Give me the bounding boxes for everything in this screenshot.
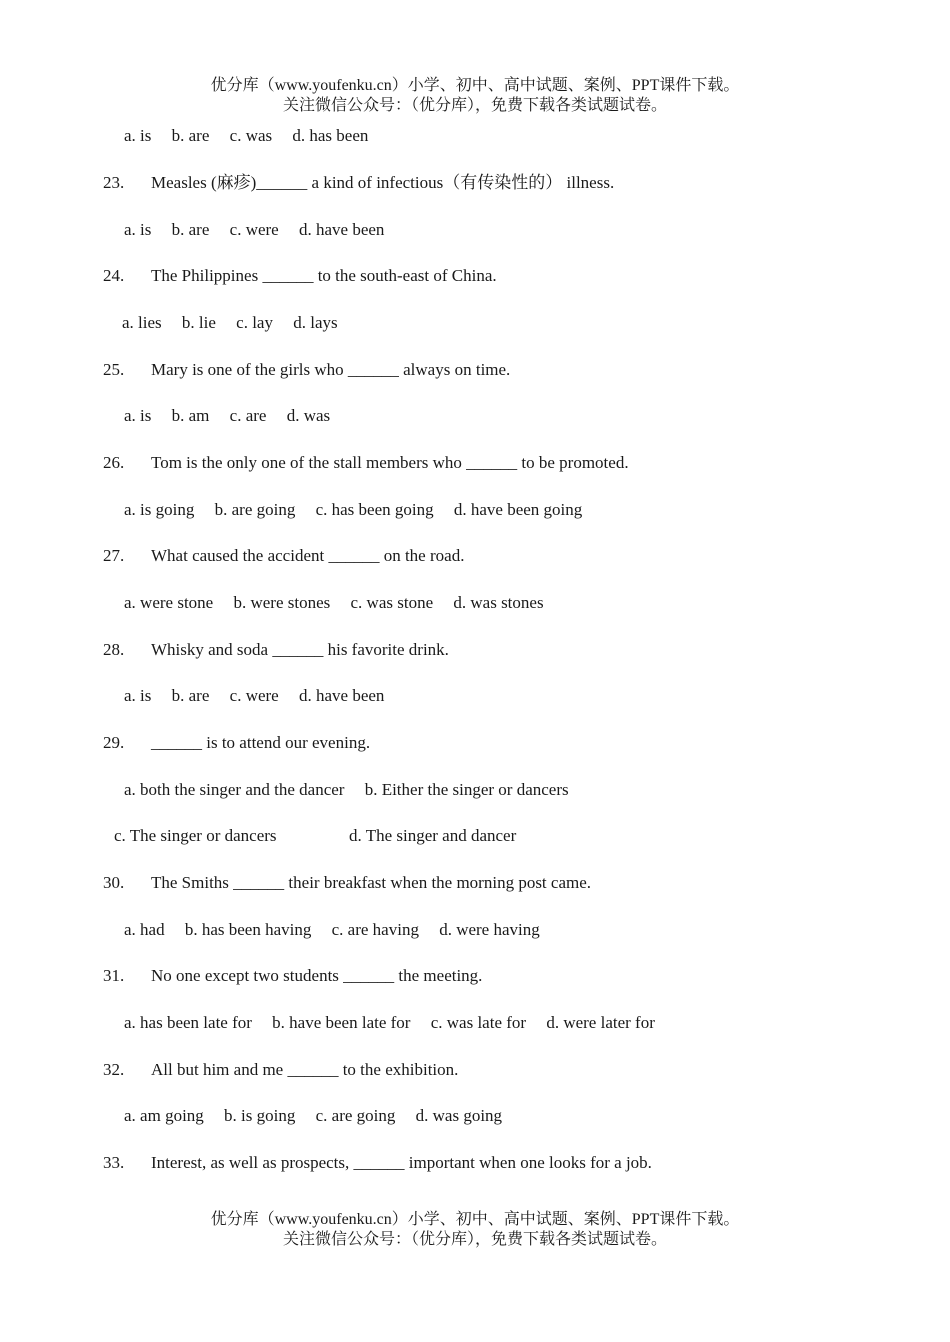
question-33: [103, 1152, 652, 1174]
option: a. is: [124, 406, 152, 425]
option: c. The singer or dancers: [114, 826, 277, 845]
option: c. are going: [315, 1106, 396, 1125]
prev-options: [124, 125, 368, 147]
question-number: 27.: [103, 546, 125, 565]
option: b. have been late for: [272, 1013, 411, 1032]
question-number: 24.: [103, 266, 125, 285]
options-28: [124, 685, 384, 707]
options-29-row2-d: [349, 825, 516, 847]
option: a. lies: [122, 313, 162, 332]
options-26: [124, 499, 582, 521]
option: d. The singer and dancer: [349, 826, 517, 845]
option: a. both the singer and the dancer: [124, 780, 345, 799]
question-text: Measles (麻疹)______ a kind of infectious（有传染性的） illness.: [151, 173, 615, 192]
question-23: [103, 172, 614, 194]
option: b. are: [171, 686, 210, 705]
question-number: 31.: [103, 966, 125, 985]
option: d. were having: [439, 920, 540, 939]
question-number: 29.: [103, 733, 125, 752]
option: b. am: [171, 406, 210, 425]
option: d. were later for: [546, 1013, 655, 1032]
page-footer: [0, 1210, 950, 1250]
question-text: Tom is the only one of the stall members who ______ to be promoted.: [151, 453, 629, 472]
question-number: 28.: [103, 640, 125, 659]
option: a. is: [124, 220, 152, 239]
option: b. were stones: [233, 593, 331, 612]
options-24: [122, 312, 338, 334]
option: c. are having: [331, 920, 419, 939]
option: d. was stones: [453, 593, 544, 612]
question-number: 30.: [103, 873, 125, 892]
option: a. has been late for: [124, 1013, 252, 1032]
option: b. lie: [181, 313, 216, 332]
option: d. was: [286, 406, 331, 425]
footer-line-2: 关注微信公众号：（优分库），免费下载各类试题试卷。: [282, 1231, 667, 1248]
option: a. had: [124, 920, 165, 939]
question-30: [103, 872, 591, 894]
question-text: All but him and me ______ to the exhibition.: [151, 1060, 459, 1079]
header-line-1: 优分库（www.youfenku.cn）小学、初中、高中试题、案例、PPT课件下载。: [210, 77, 740, 94]
option: a. is: [124, 126, 152, 145]
option: b. are going: [214, 500, 296, 519]
question-text: Interest, as well as prospects, ______ important when one looks for a job.: [151, 1153, 652, 1172]
question-text: Mary is one of the girls who ______ always on time.: [151, 360, 511, 379]
options-29-row2: [114, 825, 277, 847]
question-28: [103, 639, 449, 661]
question-text: Whisky and soda ______ his favorite drink.: [151, 640, 449, 659]
header-line-2: 关注微信公众号：（优分库），免费下载各类试题试卷。: [282, 97, 667, 114]
options-27: [124, 592, 544, 614]
option: b. are: [171, 220, 210, 239]
footer-line-1: 优分库（www.youfenku.cn）小学、初中、高中试题、案例、PPT课件下载。: [210, 1211, 740, 1228]
option: d. lays: [293, 313, 338, 332]
question-32: [103, 1059, 458, 1081]
option: c. lay: [236, 313, 273, 332]
option: b. Either the singer or dancers: [364, 780, 569, 799]
question-number: 25.: [103, 360, 125, 379]
question-text: What caused the accident ______ on the road.: [151, 546, 465, 565]
option: a. am going: [124, 1106, 204, 1125]
option: a. were stone: [124, 593, 214, 612]
options-25: [124, 405, 330, 427]
options-29: [124, 779, 569, 801]
option: d. have been: [298, 686, 385, 705]
question-text: The Smiths ______ their breakfast when the morning post came.: [151, 873, 592, 892]
option: c. has been going: [315, 500, 434, 519]
option: c. were: [229, 220, 279, 239]
question-text: ______ is to attend our evening.: [151, 733, 371, 752]
question-26: [103, 452, 629, 474]
options-32: [124, 1105, 502, 1127]
question-number: 33.: [103, 1153, 125, 1172]
option: b. is going: [224, 1106, 296, 1125]
option: d. was going: [415, 1106, 503, 1125]
option: c. were: [229, 686, 279, 705]
options-23: [124, 219, 384, 241]
option: b. has been having: [184, 920, 312, 939]
page-header: [0, 76, 950, 116]
question-31: [103, 965, 482, 987]
question-number: 23.: [103, 173, 125, 192]
question-text: The Philippines ______ to the south-east of China.: [151, 266, 497, 285]
question-number: 26.: [103, 453, 125, 472]
option: c. are: [229, 406, 267, 425]
option: b. are: [171, 126, 210, 145]
option: c. was late for: [430, 1013, 527, 1032]
option: c. was stone: [350, 593, 434, 612]
options-30: [124, 919, 540, 941]
option: d. has been: [292, 126, 369, 145]
options-31: [124, 1012, 655, 1034]
question-29: [103, 732, 370, 754]
option: a. is going: [124, 500, 195, 519]
question-number: 32.: [103, 1060, 125, 1079]
option: c. was: [229, 126, 273, 145]
option: d. have been: [298, 220, 385, 239]
question-24: [103, 265, 497, 287]
question-25: [103, 359, 510, 381]
option: d. have been going: [453, 500, 583, 519]
question-text: No one except two students ______ the meeting.: [151, 966, 483, 985]
question-27: [103, 545, 464, 567]
option: a. is: [124, 686, 152, 705]
